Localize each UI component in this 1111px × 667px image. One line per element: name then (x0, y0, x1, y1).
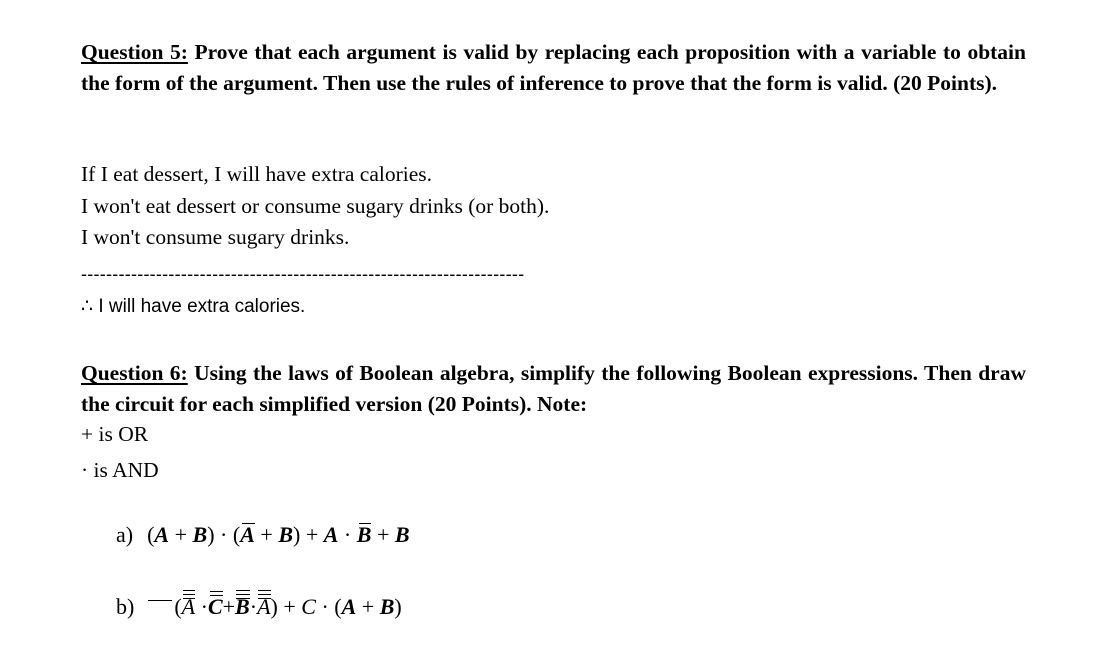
premise-1: If I eat dessert, I will have extra calories. (81, 162, 433, 186)
expression-a-math: (A + B) · (A + B) + A · B + B (147, 522, 410, 547)
premise-3: I won't consume sugary drinks. (81, 225, 350, 249)
argument-divider: ----------------------------------------------------------------------- (81, 264, 525, 284)
expression-b-math: (A ·C+B ·A ) + C · (A + B) (148, 594, 401, 619)
question-5-text: Prove that each argument is valid by replacing each proposition with a variable to obtain the form of the argument. Then use the rules of inference to prove that the form is valid. (20 Points). (81, 40, 1026, 95)
question-6-text: Using the laws of Boolean algebra, simplify the following Boolean expressions. Then draw the circuit for each simplified version (20 Points). Note: (81, 361, 1026, 416)
note-or: + is OR (81, 422, 149, 446)
premise-2: I won't eat dessert or consume sugary drinks (or both). (81, 194, 550, 218)
question-5-label: Question 5: (81, 40, 188, 64)
argument-conclusion: ∴ I will have extra calories. (81, 296, 306, 317)
expression-a (116, 522, 410, 548)
expression-a-label: a) (116, 522, 134, 547)
question-5 (81, 37, 1026, 98)
expression-b (116, 594, 402, 620)
expression-b-label: b) (116, 594, 135, 619)
question-6 (81, 358, 1026, 419)
note-and: · is AND (81, 458, 159, 482)
question-6-label: Question 6: (81, 361, 188, 385)
